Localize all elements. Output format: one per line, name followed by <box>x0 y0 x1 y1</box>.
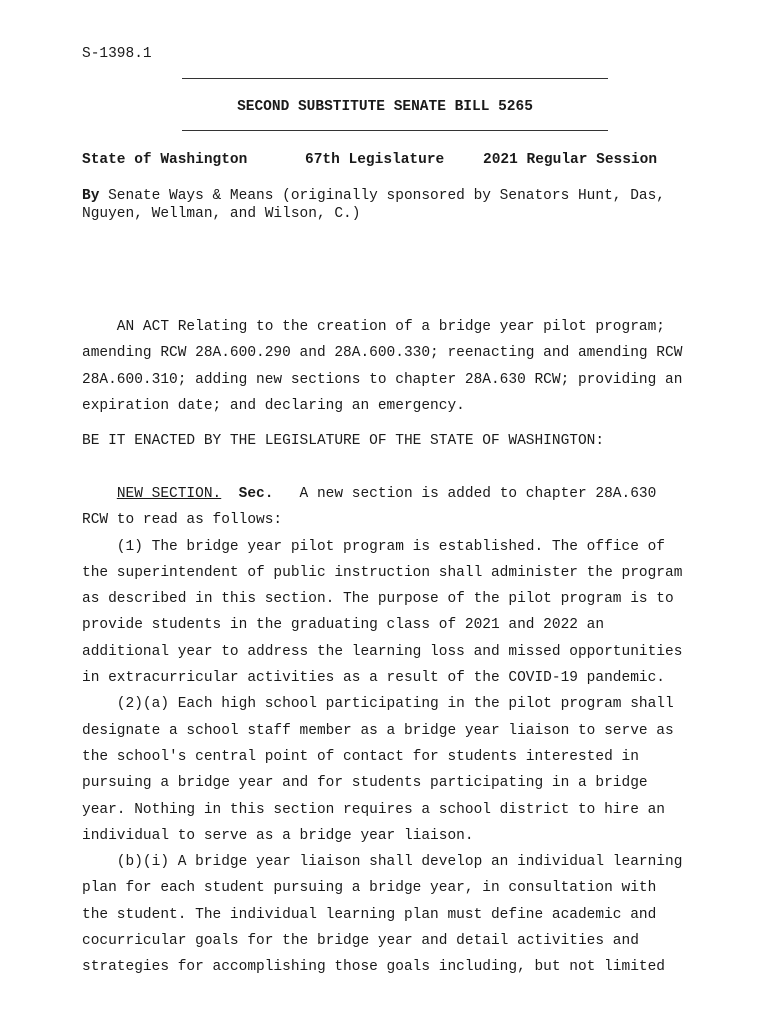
bottom-rule <box>182 130 608 131</box>
section-intro-line <box>82 481 722 507</box>
body-line: the superintendent of public instruction shall administer the program <box>82 564 683 581</box>
section-body <box>82 481 722 981</box>
section-intro-rest: A new section is added to chapter 28A.630 <box>273 486 657 502</box>
by-label: By <box>82 188 100 204</box>
new-section-label: NEW SECTION. <box>116 486 222 502</box>
act-title-paragraph <box>82 314 722 419</box>
body-line: as described in this section. The purpose of the pilot program is to <box>82 591 674 608</box>
bill-id: S-1398.1 <box>82 46 152 62</box>
act-line: amending RCW 28A.600.290 and 28A.600.330; reenacting and amending RCW <box>82 345 683 362</box>
sponsor-line-2: Nguyen, Wellman, and Wilson, C.) <box>82 206 361 222</box>
bill-title: SECOND SUBSTITUTE SENATE BILL 5265 <box>237 99 533 115</box>
sponsor-line-1 <box>82 188 665 204</box>
body-line: (2)(a) Each high school participating in the pilot program shall <box>82 696 674 713</box>
sec-label: Sec. <box>238 486 274 502</box>
body-line: the school's central point of contact for students interested in <box>82 748 639 765</box>
enacting-clause: BE IT ENACTED BY THE LEGISLATURE OF THE STATE OF WASHINGTON: <box>82 433 605 449</box>
act-line: AN ACT Relating to the creation of a bridge year pilot program; <box>82 319 665 335</box>
body-line: year. Nothing in this section requires a school district to hire an <box>82 801 665 818</box>
body-line: in extracurricular activities as a result of the COVID-19 pandemic. <box>82 670 665 687</box>
body-line: individual to serve as a bridge year liaison. <box>82 827 474 844</box>
body-line: strategies for accomplishing those goals including, but not limited <box>82 959 665 976</box>
body-line: (b)(i) A bridge year liaison shall develop an individual learning <box>82 854 683 871</box>
act-line: 28A.600.310; adding new sections to chapter 28A.630 RCW; providing an <box>82 371 683 388</box>
legislature-label: 67th Legislature <box>305 152 445 168</box>
body-line: (1) The bridge year pilot program is established. The office of <box>82 538 665 555</box>
body-line: pursuing a bridge year and for students participating in a bridge <box>82 775 648 792</box>
body-line: designate a school staff member as a bridge year liaison to serve as <box>82 722 674 739</box>
body-line: plan for each student pursuing a bridge year, in consultation with <box>82 880 657 897</box>
session-label: 2021 Regular Session <box>483 152 658 168</box>
act-line: expiration date; and declaring an emergency. <box>82 397 465 414</box>
state-label: State of Washington <box>82 152 248 168</box>
body-line: cocurricular goals for the bridge year and detail activities and <box>82 933 639 950</box>
top-rule <box>182 78 608 79</box>
section-intro-line-2: RCW to read as follows: <box>82 512 283 529</box>
body-line: additional year to address the learning loss and missed opportunities <box>82 643 683 660</box>
body-line: the student. The individual learning plan must define academic and <box>82 906 657 923</box>
sponsor-text-1: Senate Ways & Means (originally sponsored by Senators Hunt, Das, <box>108 188 665 204</box>
body-line: provide students in the graduating class of 2021 and 2022 an <box>82 617 605 634</box>
